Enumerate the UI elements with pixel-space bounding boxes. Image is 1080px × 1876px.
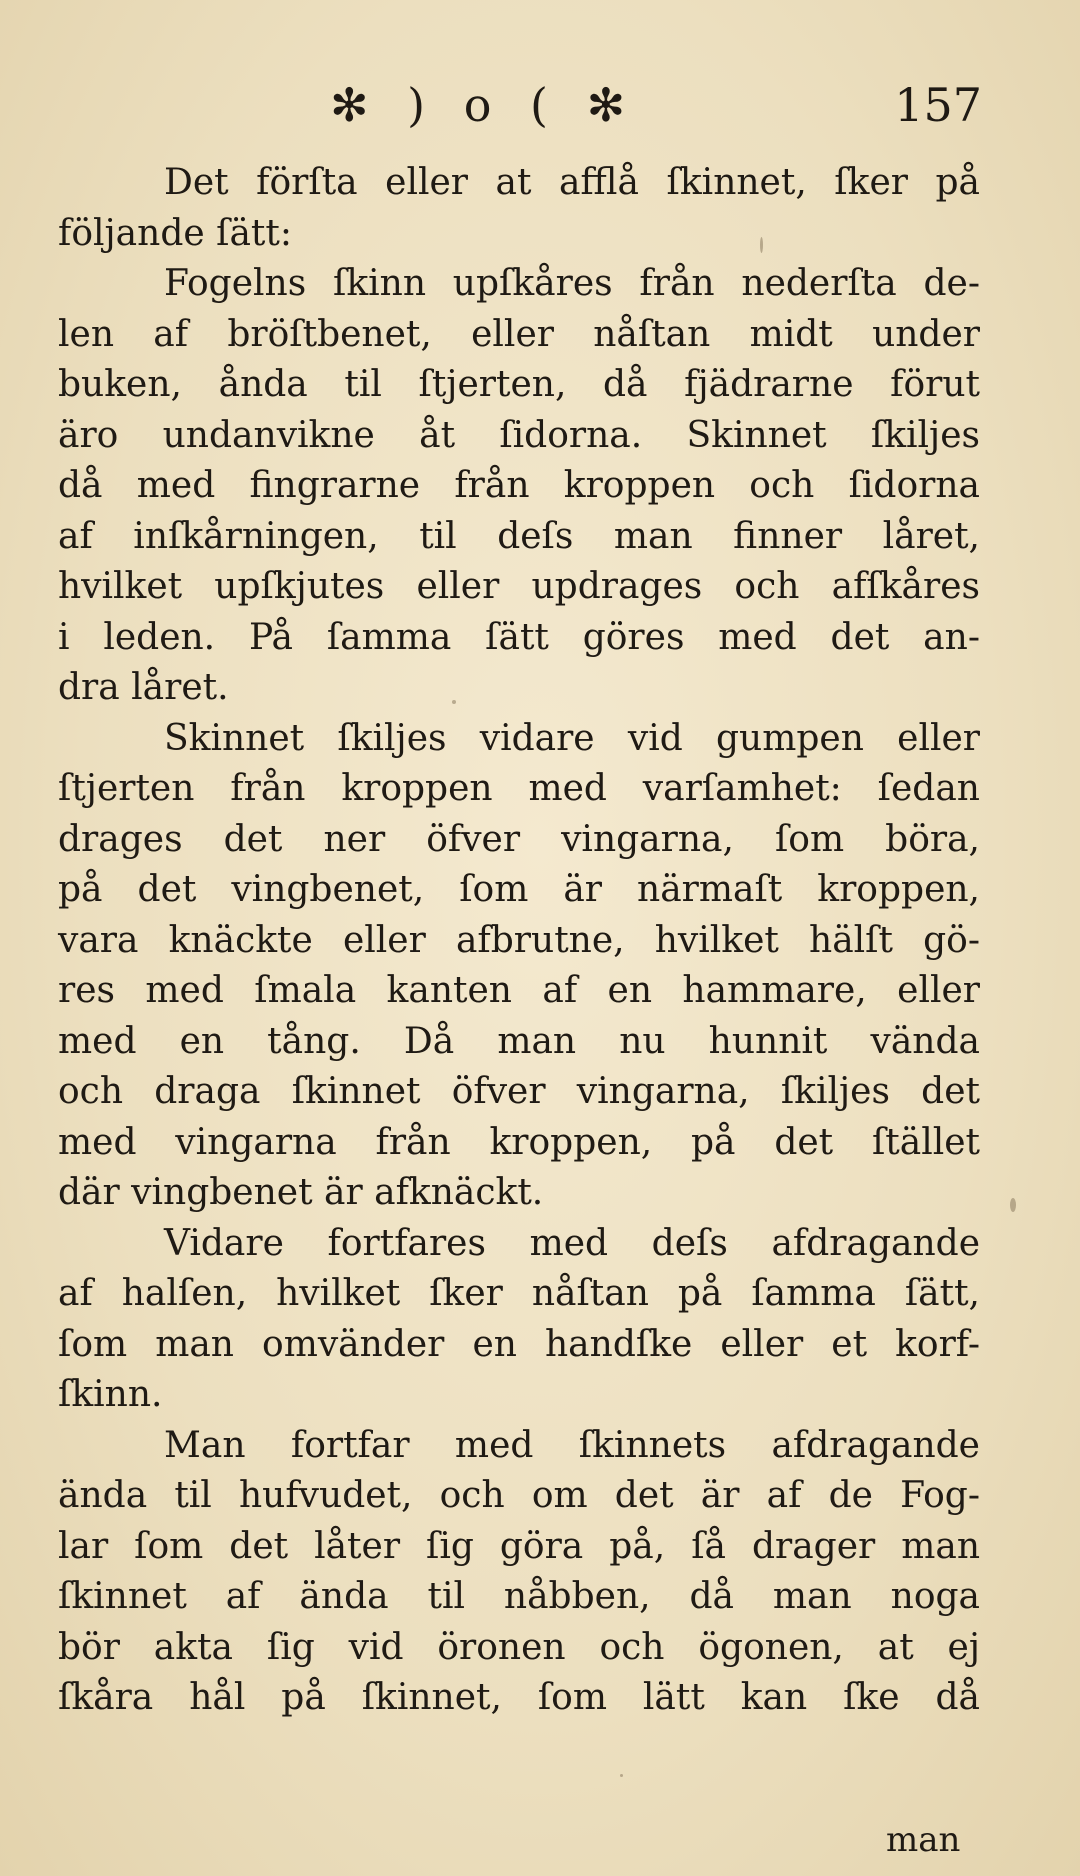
text-line: där vingbenet är afknäckt. xyxy=(58,1172,544,1213)
paper-speck xyxy=(1010,1198,1016,1212)
catchword: man xyxy=(886,1820,961,1860)
header-ornament: ✻ ) o ( ✻ xyxy=(330,78,638,132)
paper-speck xyxy=(620,1774,623,1777)
paper-speck xyxy=(452,700,456,704)
text-line: ſkinn. xyxy=(58,1374,163,1415)
page-number: 157 xyxy=(894,78,982,132)
text-line: ända til hufvudet, och om det är af de Fog- xyxy=(58,1475,980,1516)
text-line: res med ſmala kanten af en hammare, eller xyxy=(58,970,980,1011)
text-line: vara knäckte eller afbrutne, hvilket hälſt gö- xyxy=(58,919,980,961)
text-line: len af bröſtbenet, eller nåſtan midt under xyxy=(58,313,980,355)
text-line: af inſkårningen, til deſs man finner låret, xyxy=(58,515,980,557)
text-line: lar ſom det låter ſig göra på, ſå drager man xyxy=(58,1525,980,1567)
text-line: ſkinnet af ända til nåbben, då man noga xyxy=(58,1576,980,1617)
text-line: buken, ånda til ſtjerten, då fjädrarne förut xyxy=(58,364,980,405)
text-line: af halſen, hvilket ſker nåſtan på ſamma ſätt, xyxy=(58,1273,980,1314)
text-line: Vidare fortfares med deſs afdragande xyxy=(164,1222,980,1264)
text-line: drages det ner öfver vingarna, ſom böra, xyxy=(58,818,980,860)
text-line: Fogelns ſkinn upſkåres från nederſta de- xyxy=(164,263,980,304)
text-line: med en tång. Då man nu hunnit vända xyxy=(58,1020,980,1062)
page-header xyxy=(0,78,1080,138)
text-line: på det vingbenet, ſom är närmaſt kroppen, xyxy=(58,869,980,910)
body-text xyxy=(58,158,980,1724)
text-line: då med fingrarne från kroppen och ſidorna xyxy=(58,465,980,506)
text-line: ſkåra hål på ſkinnet, ſom lätt kan ſke då xyxy=(58,1677,980,1718)
text-line: äro undanvikne åt ſidorna. Skinnet ſkiljes xyxy=(58,414,980,456)
text-line: Man fortfar med ſkinnets afdragande xyxy=(164,1424,980,1466)
text-line: följande ſätt: xyxy=(58,212,292,254)
text-line: bör akta ſig vid öronen och ögonen, at ej xyxy=(58,1626,980,1668)
text-line: dra låret. xyxy=(58,667,229,708)
text-line: i leden. På ſamma ſätt göres med det an- xyxy=(58,616,980,658)
text-line: och draga ſkinnet öfver vingarna, ſkiljes det xyxy=(58,1071,980,1112)
text-line: med vingarna från kroppen, på det ſtället xyxy=(58,1121,980,1163)
text-line: ſom man omvänder en handſke eller et korf- xyxy=(58,1323,980,1365)
text-line: ſtjerten från kroppen med varſamhet: ſedan xyxy=(58,768,980,809)
text-line: Skinnet ſkiljes vidare vid gumpen eller xyxy=(164,717,980,759)
text-line: Det förſta eller at afflå ſkinnet, ſker på xyxy=(164,162,980,203)
text-line: hvilket upſkjutes eller updrages och afſkåres xyxy=(58,566,980,607)
paper-speck xyxy=(760,237,763,253)
